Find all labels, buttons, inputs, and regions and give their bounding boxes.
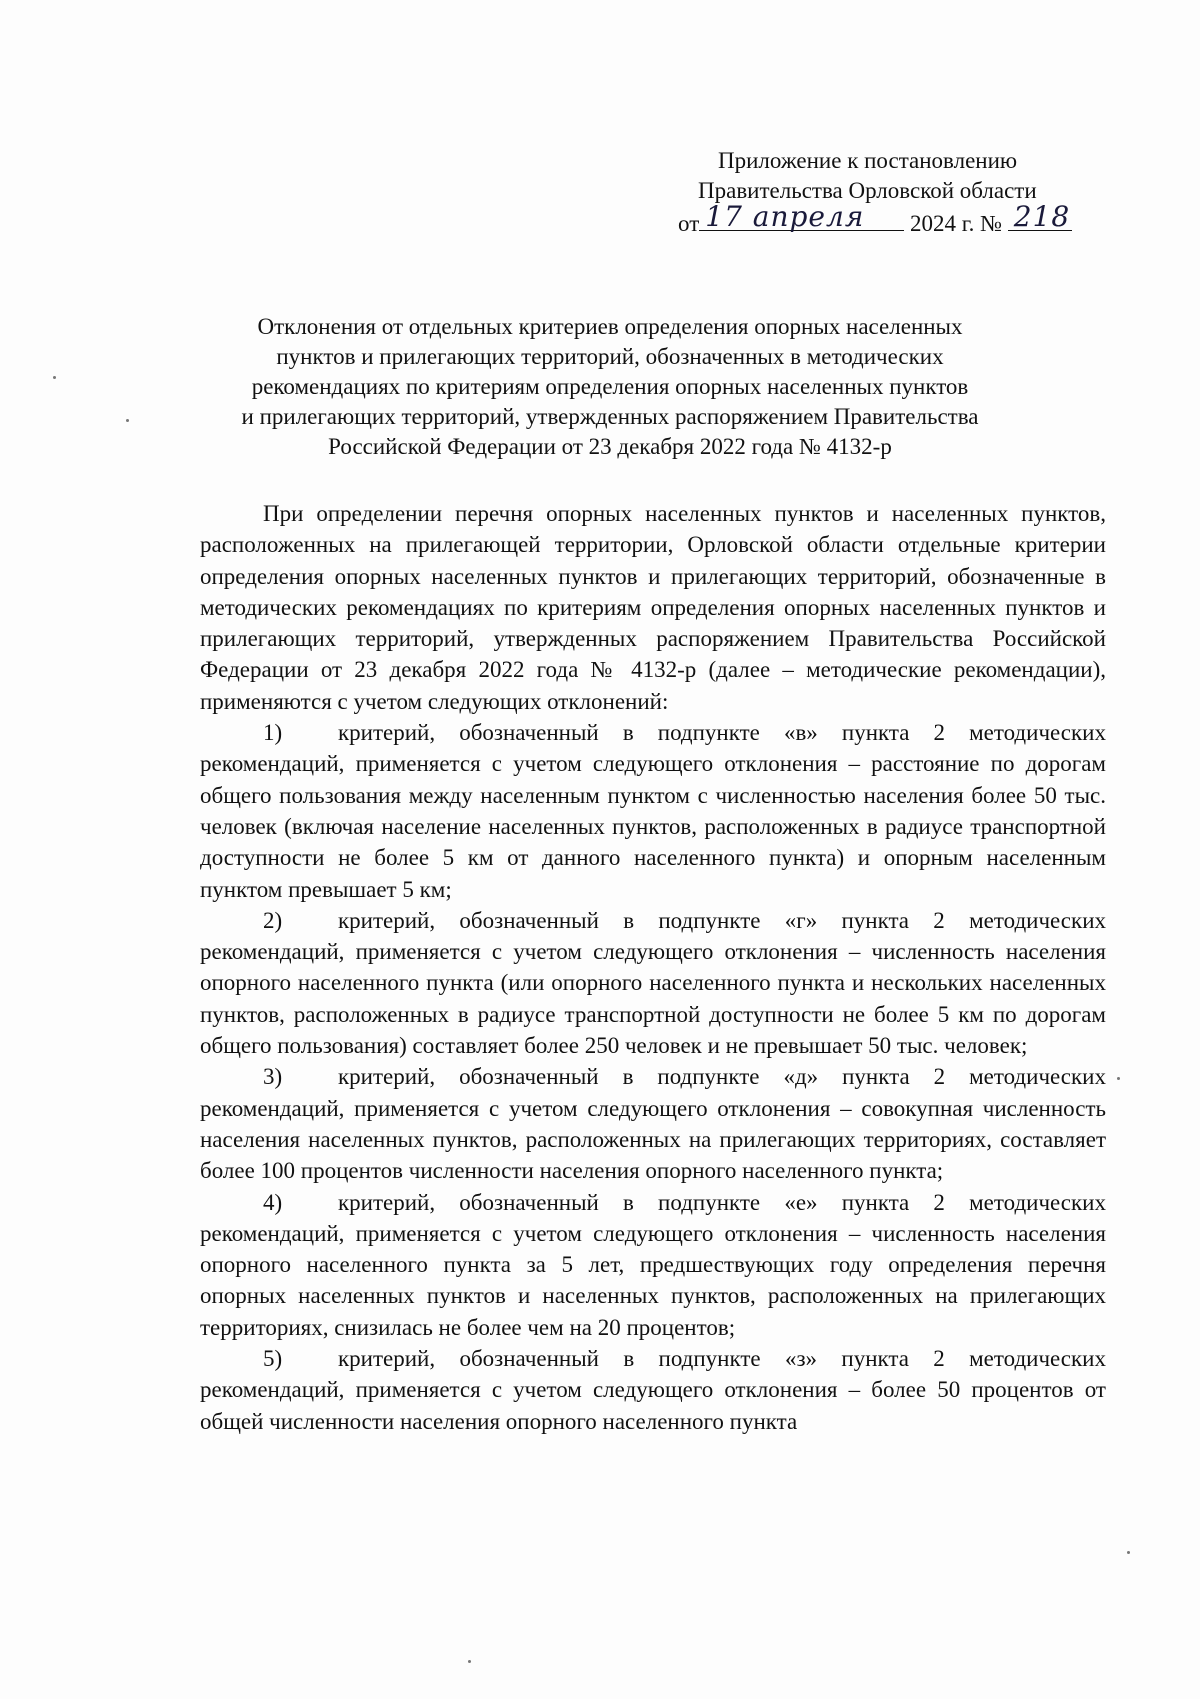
appendix-header <box>660 146 1080 239</box>
scan-speck <box>1117 1077 1120 1080</box>
list-item-number: 3) <box>263 1064 283 1090</box>
scan-speck <box>53 376 56 379</box>
document-title <box>190 312 1030 462</box>
list-item <box>200 905 1106 1061</box>
list-item-number: 1) <box>263 720 283 746</box>
appendix-line-1: Приложение к постановлению <box>718 148 1018 173</box>
appendix-date-line <box>660 200 1080 239</box>
scan-speck <box>1127 1551 1130 1554</box>
document-body <box>200 498 1106 1437</box>
list-item <box>200 1343 1106 1437</box>
list-item-text: критерий, обозначенный в подпункте «д» пункта 2 методических рекомендаций, применяется с учетом следующего отклонения – совокупная численность населения населенных пунктов, расположенных на прилегающих территориях, составляет более 100 процентов численности населения опорного населенного пункта; <box>200 1064 1106 1184</box>
title-line: и прилегающих территорий, утвержденных распоряжением Правительства <box>241 404 979 429</box>
year-text: 2024 г. № <box>910 211 1003 236</box>
list-item-text: критерий, обозначенный в подпункте «е» пункта 2 методических рекомендаций, применяется с учетом следующего отклонения – численность населения опорного населенного пункта за 5 лет, предшествующих году определения перечня опорных населенных пунктов и населенных пунктов, расположенных на прилегающих территориях, снизилась не более чем на 20 процентов; <box>200 1189 1106 1340</box>
title-line: пунктов и прилегающих территорий, обозначенных в методических <box>276 344 944 369</box>
date-blank <box>699 200 904 233</box>
number-blank <box>1008 200 1072 233</box>
list-item-text: критерий, обозначенный в подпункте «з» пункта 2 методических рекомендаций, применяется с учетом следующего отклонения – более 50 процентов от общей численности населения опорного населенного пункта <box>200 1346 1106 1434</box>
list-item-number: 5) <box>263 1346 283 1372</box>
list-item-number: 2) <box>263 907 283 933</box>
date-prefix: от <box>678 211 700 236</box>
list-item-text: критерий, обозначенный в подпункте «в» пункта 2 методических рекомендаций, применяется с учетом следующего отклонения – расстояние по дорогам общего пользования между населенным пунктом с численностью населения более 50 тыс. человек (включая население населенных пунктов, расположенных в радиусе транспортной доступности не более 5 км от данного населенного пункта) и опорным населенным пунктом превышает 5 км; <box>200 720 1106 902</box>
list-item-text: критерий, обозначенный в подпункте «г» пункта 2 методических рекомендаций, применяется с учетом следующего отклонения – численность населения опорного населенного пункта (или опорного населенного пункта и нескольких населенных пунктов, расположенных в радиусе транспортной доступности не более 5 км по дорогам общего пользования) составляет более 250 человек и не превышает 50 тыс. человек; <box>200 907 1106 1059</box>
list-item <box>200 1061 1106 1186</box>
title-line: Российской Федерации от 23 декабря 2022 года № 4132-р <box>328 434 892 459</box>
appendix-line-2: Правительства Орловской области <box>698 178 1037 203</box>
handwritten-date: 17 апреля <box>705 200 865 233</box>
handwritten-number: 218 <box>1013 200 1071 233</box>
list-item <box>200 1187 1106 1343</box>
list-item <box>200 717 1106 905</box>
title-line: рекомендациях по критериям определения опорных населенных пунктов <box>251 374 969 399</box>
scan-speck <box>468 1660 471 1663</box>
scan-speck <box>126 419 129 422</box>
title-line: Отклонения от отдельных критериев определения опорных населенных <box>257 314 963 339</box>
list-item-number: 4) <box>263 1189 283 1215</box>
intro-paragraph: При определении перечня опорных населенных пунктов и населенных пунктов, расположенных на прилегающей территории, Орловской области отдельные критерии определения опорных населенных пунктов и прилегающих территорий, обозначенные в методических рекомендациях по критериям определения опорных населенных пунктов и прилегающих территорий, утвержденных распоряжением Правительства Российской Федерации от 23 декабря 2022 года № 4132-р (далее – методические рекомендации), применяются с учетом следующих отклонений: <box>200 501 1106 714</box>
